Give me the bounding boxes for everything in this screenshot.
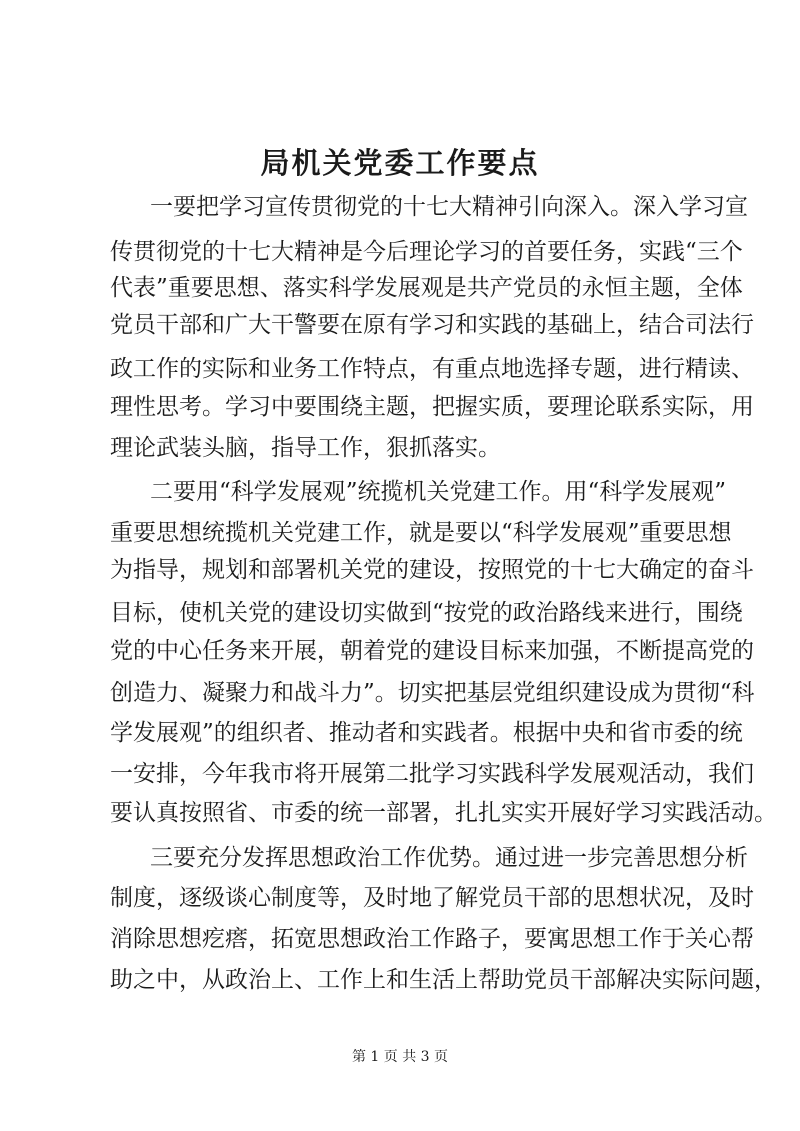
paragraph-1-line-4: 党员干部和广大干警要在原有学习和实践的基础上，结合司法行 [110,312,754,338]
paragraph-2-line-7: 学发展观”的组织者、推动者和实践者。根据中央和省市委的统 [110,720,743,746]
paragraph-2-line-9: 要认真按照省、市委的统一部署，扎扎实实开展好学习实践活动。 [110,800,777,826]
paragraph-1-line-5: 政工作的实际和业务工作特点，有重点地选择专题，进行精读、 [110,356,754,382]
paragraph-2-line-2: 重要思想统揽机关党建工作，就是要以“科学发展观”重要思想 [110,520,732,546]
paragraph-1-line-3: 代表”重要思想、落实科学发展观是共产党员的永恒主题，全体 [110,275,743,301]
paragraph-1-line-1: 一要把学习宣传贯彻党的十七大精神引向深入。深入学习宣 [150,194,748,220]
paragraph-2-line-8: 一安排，今年我市将开展第二批学习实践科学发展观活动，我们 [110,761,754,787]
paragraph-2-line-4: 目标，使机关党的建设切实做到“按党的政治路线来进行，围绕 [110,600,743,626]
paragraph-2-line-5: 党的中心任务来开展，朝着党的建设目标来加强，不断提高党的 [110,638,754,664]
paragraph-2-line-3: 为指导，规划和部署机关党的建设，按照党的十七大确定的奋斗 [110,557,754,583]
document-title: 局机关党委工作要点 [260,146,540,180]
paragraph-3-line-3: 消除思想疙瘩，拓宽思想政治工作路子，要寓思想工作于关心帮 [110,926,754,952]
paragraph-1-line-2: 传贯彻党的十七大精神是今后理论学习的首要任务，实践“三个 [110,239,743,265]
paragraph-3-line-1: 三要充分发挥思想政治工作优势。通过进一步完善思想分析 [150,845,748,871]
paragraph-3-line-2: 制度，逐级谈心制度等，及时地了解党员干部的思想状况，及时 [110,885,754,911]
page-footer: 第 1 页 共 3 页 [351,1049,449,1065]
paragraph-2-line-6: 创造力、凝聚力和战斗力”。切实把基层党组织建设成为贯彻“科 [110,680,755,706]
paragraph-1-line-7: 理论武装头脑，指导工作，狠抓落实。 [110,435,501,461]
paragraph-3-line-4: 助之中，从政治上、工作上和生活上帮助党员干部解决实际问题， [110,967,777,993]
paragraph-2-line-1: 二要用“科学发展观”统揽机关党建工作。用“科学发展观” [150,479,727,505]
paragraph-1-line-6: 理性思考。学习中要围绕主题，把握实质，要理论联系实际，用 [110,394,754,420]
